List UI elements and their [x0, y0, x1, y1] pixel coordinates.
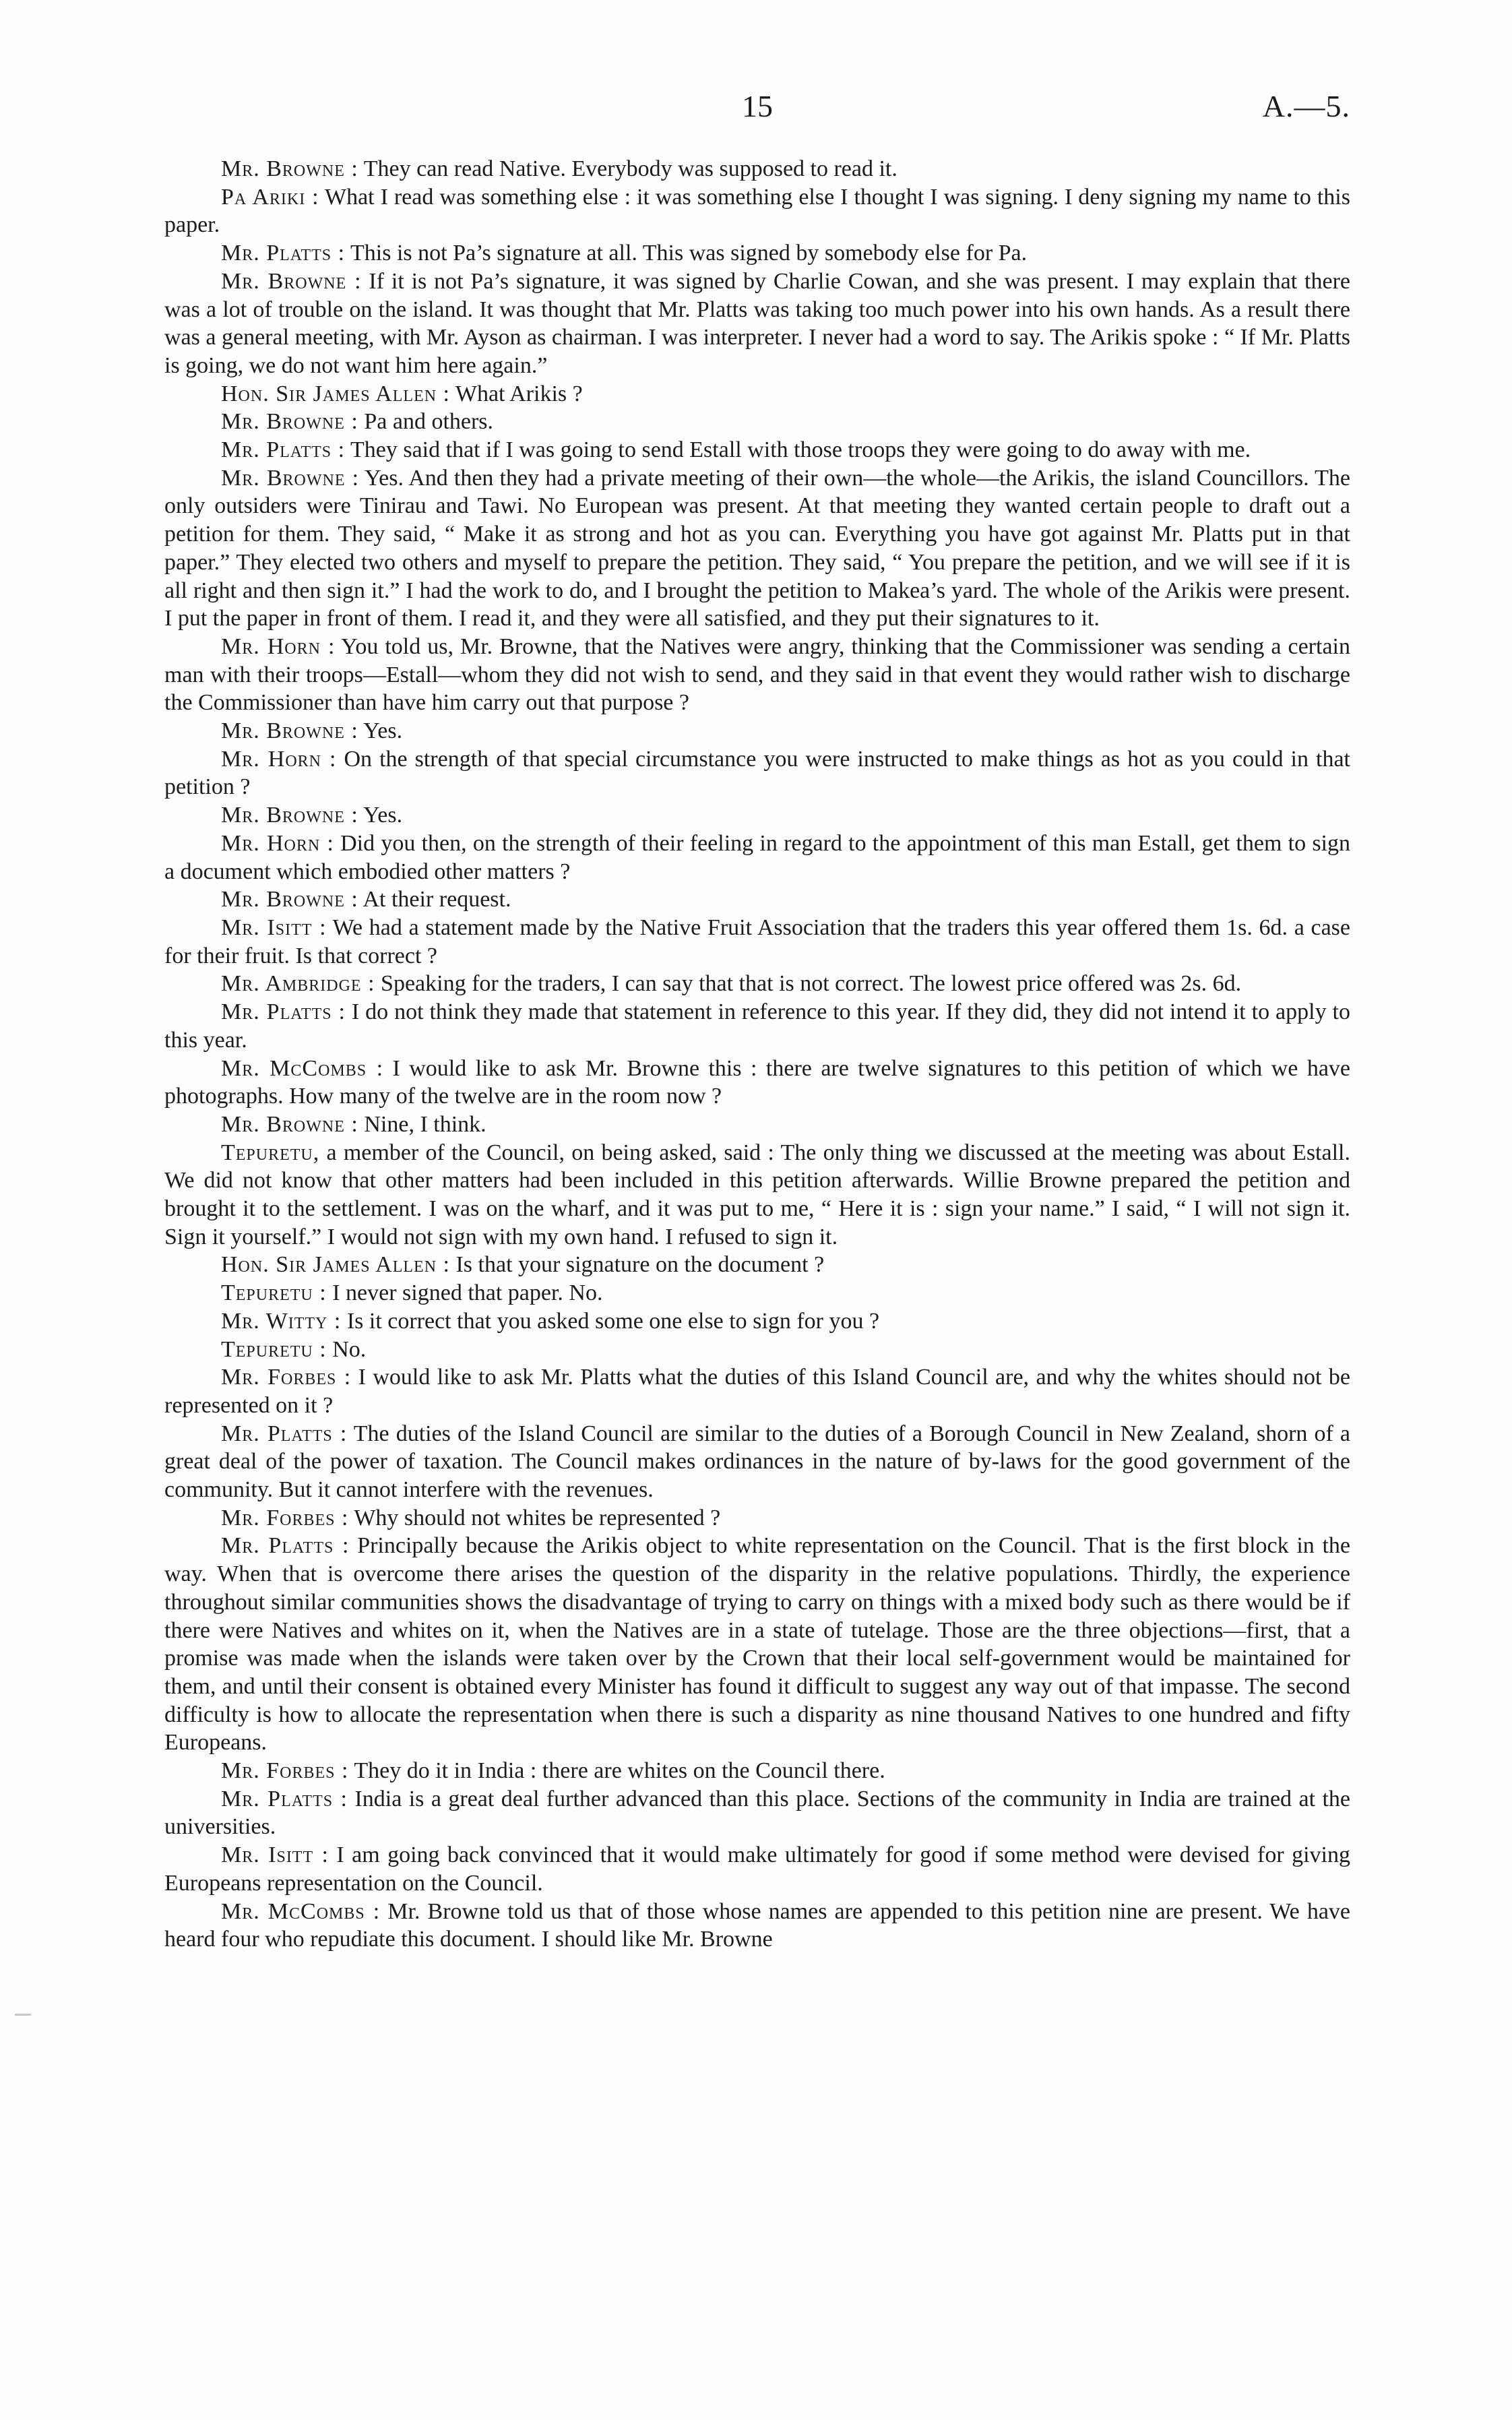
paragraph [164, 745, 1350, 801]
paragraph-text: I would like to ask Mr. Browne this : there are twelve signatures to this petition of which we have photographs. How many of the twelve are in the room now ? [164, 1055, 1351, 1109]
speaker-name: Mr. Browne : [221, 887, 358, 912]
paragraph-text: They said that if I was going to send Estall with those troops they were going to do away with me. [345, 437, 1251, 463]
paragraph [164, 717, 1350, 745]
paragraph [164, 1139, 1350, 1251]
paragraph-text: I do not think they made that statement in reference to this year. If they did, they did not intend it to apply to this year. [164, 999, 1350, 1053]
speaker-name: Mr. Platts : [221, 1786, 348, 1811]
paragraph [164, 1279, 1350, 1307]
paragraph [164, 1841, 1350, 1897]
paragraph [164, 1757, 1350, 1785]
paragraph [164, 1111, 1350, 1139]
speaker-name: Hon. Sir James Allen : [221, 381, 450, 406]
paragraph [164, 1420, 1350, 1504]
speaker-name: Tepuretu : [221, 1336, 327, 1362]
speaker-name: Mr. Browne : [221, 409, 358, 435]
speaker-name: Mr. Horn : [221, 830, 334, 856]
paragraph [164, 998, 1350, 1054]
speaker-name: Mr. Browne : [221, 803, 358, 828]
paragraph [164, 380, 1350, 408]
paragraph-text: Did you then, on the strength of their feeling in regard to the appointment of this man Estall, get them to sign a document which embodied other matters ? [164, 830, 1350, 884]
speaker-name: Mr. Browne : [221, 465, 360, 491]
paragraph [164, 1363, 1350, 1419]
paragraph [164, 830, 1350, 886]
speaker-name: Mr. Witty : [221, 1308, 342, 1334]
speaker-name: Hon. Sir James Allen : [221, 1252, 450, 1278]
speaker-name: Mr. Forbes : [221, 1758, 349, 1784]
paragraph-text: If it is not Pa’s signature, it was signed by Charlie Cowan, and she was present. I may explain that there was a lot of trouble on the island. It was thought that Mr. Platts was taking too much power into his own hands. As a result there was a general meeting, with Mr. Ayson as chairman. I was interpreter. I never had a word to say. The Arikis spoke : “ If Mr. Platts is going, we do not want him here again.” [164, 268, 1350, 378]
scan-mark [15, 2014, 31, 2016]
speaker-name: Mr. McCombs : [221, 1898, 381, 1924]
paragraph [164, 970, 1350, 998]
paragraph-text: On the strength of that special circumstance you were instructed to make things as hot as you could in that petition ? [164, 746, 1350, 800]
paragraph-text: What I read was something else : it was something else I thought I was signing. I deny signing my name to this paper. [164, 184, 1350, 238]
speaker-name: Mr. Isitt : [221, 914, 327, 940]
speaker-name: Mr. Forbes : [221, 1365, 352, 1390]
speaker-name: Tepuretu : [221, 1280, 327, 1306]
paragraph-text: Is that your signature on the document ? [449, 1252, 825, 1278]
paragraph [164, 408, 1350, 436]
paragraph-text: We had a statement made by the Native Fruit Association that the traders this year offered them 1s. 6d. a case for their fruit. Is that correct ? [164, 914, 1351, 968]
paragraph [164, 886, 1350, 914]
speaker-name: Mr. Horn : [221, 633, 336, 659]
paragraph [164, 239, 1350, 268]
paragraph-text: Is it correct that you asked some one else to sign for you ? [341, 1308, 880, 1334]
speaker-name: Mr. Browne : [221, 268, 362, 294]
paragraph-text: Nine, I think. [358, 1111, 486, 1137]
paragraph [164, 1055, 1350, 1111]
speaker-name: Mr. Ambridge : [221, 971, 375, 997]
paragraph [164, 1307, 1350, 1336]
paragraph-text: Principally because the Arikis object to white representation on the Council. That is the first block in the way. When that is overcome there arises the question of the disparity in the relative populations. Thirdly, the experience throughout similar communities shows the disadvantage of trying to carry on things with a mixed body such as there would be if there were Natives and whites on it, when the Natives are in a state of tutelage. Those are the three objections—first, that a promise was made when the islands were taken over by the Crown that their local self-government would be maintained for them, and until their consent is obtained every Minister has found it difficult to suggest any way out of that impasse. The second difficulty is how to allocate the representation when there is such a disparity as nine thousand Natives to one hundred and fifty Europeans. [164, 1533, 1350, 1756]
paragraph-text: I am going back convinced that it would make ultimately for good if some method were devised for giving Europeans representation on the Council. [164, 1842, 1350, 1896]
paragraph [164, 914, 1350, 970]
paragraph [164, 1336, 1350, 1364]
paragraph [164, 1251, 1350, 1279]
speaker-name: Mr. Browne : [221, 718, 358, 744]
speaker-name: Pa Ariki : [221, 184, 319, 210]
page-number: 15 [742, 89, 773, 123]
paragraph-text: Speaking for the traders, I can say that that is not correct. The lowest price offered was 2s. 6d. [375, 971, 1242, 997]
paragraph [164, 436, 1350, 464]
paragraph-text: I would like to ask Mr. Platts what the duties of this Island Council are, and why the whites should not be represented on it ? [164, 1365, 1350, 1418]
paragraph [164, 183, 1350, 239]
paragraph-text: Why should not whites be represented ? [348, 1505, 721, 1530]
speaker-name: Tepuretu, [221, 1140, 320, 1165]
paragraph-text: They do it in India : there are whites on the Council there. [348, 1758, 885, 1784]
paragraph [164, 1898, 1350, 1954]
paragraph [164, 464, 1350, 633]
paragraph-text: The duties of the Island Council are similar to the duties of a Borough Council in New Zealand, shorn of a great deal of the power of taxation. The Council makes ordinances in the nature of by-laws for the good government of the community. But it cannot interfere with the revenues. [164, 1421, 1350, 1503]
document-reference: A.—5. [1262, 89, 1350, 123]
paragraph-text: Mr. Browne told us that of those whose names are appended to this petition nine are present. We have heard four who repudiate this document. I should like Mr. Browne [164, 1898, 1350, 1952]
paragraph-text: India is a great deal further advanced than this place. Sections of the community in India are trained at the universities. [164, 1786, 1350, 1840]
paragraph-text: At their request. [358, 887, 511, 912]
speaker-name: Mr. Forbes : [221, 1505, 349, 1530]
paragraph-text: You told us, Mr. Browne, that the Natives were angry, thinking that the Commissioner was sending a certain man with their troops—Estall—whom they did not wish to send, and they said in that event they would rather wish to discharge the Commissioner than have him carry out that purpose ? [164, 633, 1350, 716]
paragraph [164, 155, 1350, 183]
paragraph-text: They can read Native. Everybody was supposed to read it. [358, 156, 897, 181]
paragraph-text: Yes. And then they had a private meeting of their own—the whole—the Arikis, the island Councillors. The only outsiders were Tinirau and Tawi. No European was present. At that meeting they wanted certain people to draft out a petition for them. They said, “ Make it as strong and hot as you can. Everything you have got against Mr. Platts put in that paper.” They elected two others and myself to prepare the petition. They said, “ You prepare the petition, and we will see if it is all right and then sign it.” I had the work to do, and I brought the petition to Makea’s yard. The whole of the Arikis were present. I put the paper in front of them. I read it, and they were all satisfied, and they put their signatures to it. [164, 465, 1350, 631]
paragraph-text: a member of the Council, on being asked, said : The only thing we discussed at the meeting was about Estall. We did not know that other matters had been included in this petition afterwards. Willie Browne prepared the petition and brought it to the settlement. I was on the wharf, and it was put to me, “ Here it is : sign your name.” I said, “ I will not sign it. Sign it yourself.” I would not sign with my own hand. I refused to sign it. [164, 1140, 1350, 1249]
speaker-name: Mr. Platts : [221, 999, 346, 1025]
paragraph-text: Pa and others. [358, 409, 494, 435]
speaker-name: Mr. Horn : [221, 746, 337, 772]
paragraph-text: I never signed that paper. No. [326, 1280, 603, 1306]
speaker-name: Mr. Browne : [221, 156, 358, 181]
paragraph-text: What Arikis ? [449, 381, 583, 406]
paragraph-text: Yes. [358, 803, 403, 828]
speaker-name: Mr. Isitt : [221, 1842, 329, 1868]
speaker-name: Mr. Browne : [221, 1111, 358, 1137]
document-body [164, 155, 1350, 1954]
paragraph-text: This is not Pa’s signature at all. This was signed by somebody else for Pa. [345, 241, 1028, 266]
speaker-name: Mr. Platts : [221, 1421, 348, 1446]
paragraph [164, 1532, 1350, 1757]
speaker-name: Mr. Platts : [221, 241, 346, 266]
paragraph [164, 1785, 1350, 1841]
speaker-name: Mr. McCombs : [221, 1055, 384, 1081]
paragraph-text: No. [326, 1336, 367, 1362]
paragraph [164, 633, 1350, 717]
paragraph [164, 268, 1350, 380]
paragraph [164, 801, 1350, 830]
page-header [164, 86, 1350, 127]
speaker-name: Mr. Platts : [221, 437, 346, 463]
paragraph [164, 1504, 1350, 1532]
speaker-name: Mr. Platts : [221, 1533, 350, 1559]
paragraph-text: Yes. [358, 718, 403, 744]
